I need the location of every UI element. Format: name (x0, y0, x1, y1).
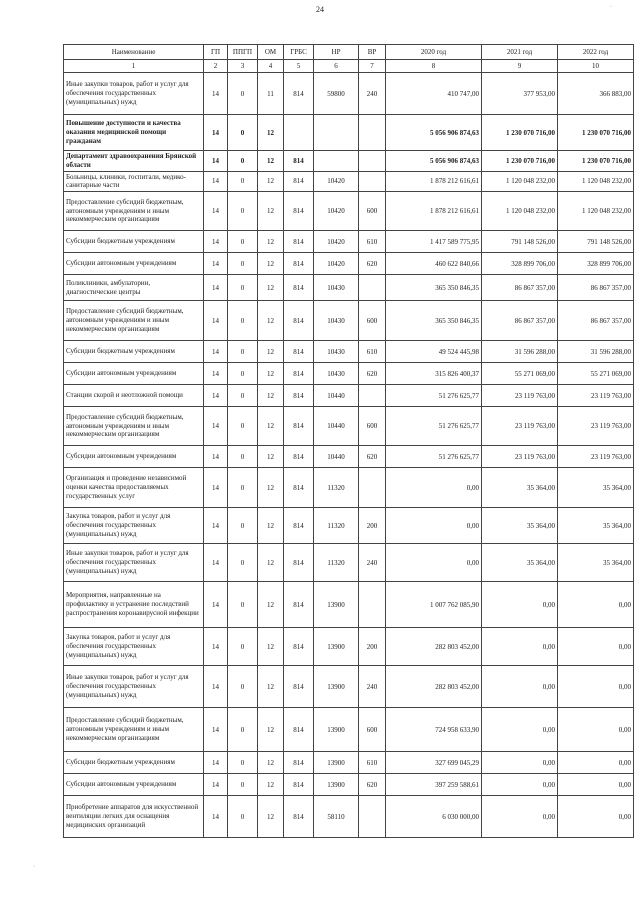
ppgp-cell: 0 (228, 115, 258, 151)
grbs-cell (284, 115, 314, 151)
om-cell: 11 (258, 73, 284, 115)
gp-cell: 14 (204, 231, 228, 253)
amount-2021-cell: 31 596 288,00 (482, 341, 558, 363)
table-row (64, 544, 634, 582)
om-cell: 12 (258, 508, 284, 544)
vr-cell: 620 (359, 774, 386, 796)
ppgp-cell: 0 (228, 446, 258, 468)
row-name-cell: Предоставление субсидий бюджетным, автономным учреждениям и иным некоммерческим организациям (64, 708, 204, 752)
gp-cell: 14 (204, 192, 228, 231)
table-row (64, 171, 634, 192)
om-cell: 12 (258, 544, 284, 582)
grbs-cell: 814 (284, 407, 314, 446)
table-row (64, 407, 634, 446)
col-index: 5 (284, 60, 314, 73)
amount-2020-cell: 49 524 445,98 (386, 341, 482, 363)
vr-cell (359, 275, 386, 301)
om-cell: 12 (258, 192, 284, 231)
amount-2021-cell: 0,00 (482, 708, 558, 752)
gp-cell: 14 (204, 508, 228, 544)
ppgp-cell: 0 (228, 341, 258, 363)
amount-2020-cell: 397 259 588,61 (386, 774, 482, 796)
nr-cell: 10430 (314, 341, 359, 363)
grbs-cell: 814 (284, 752, 314, 774)
amount-2021-cell: 1 120 048 232,00 (482, 192, 558, 231)
ppgp-cell: 0 (228, 253, 258, 275)
nr-cell: 10420 (314, 231, 359, 253)
amount-2021-cell: 0,00 (482, 628, 558, 666)
amount-2020-cell: 282 803 452,00 (386, 628, 482, 666)
row-name-cell: Организация и проведение независимой оценки качества предоставляемых государственных услуг (64, 468, 204, 508)
nr-cell: 10430 (314, 275, 359, 301)
gp-cell: 14 (204, 73, 228, 115)
vr-cell: 620 (359, 446, 386, 468)
vr-cell: 610 (359, 752, 386, 774)
table-row (64, 628, 634, 666)
table-row (64, 341, 634, 363)
amount-2021-cell: 0,00 (482, 582, 558, 628)
col-header-gp: ГП (204, 45, 228, 60)
amount-2020-cell: 6 030 000,00 (386, 796, 482, 838)
grbs-cell: 814 (284, 171, 314, 192)
row-name-cell: Закупка товаров, работ и услуг для обеспечения государственных (муниципальных) нужд (64, 628, 204, 666)
table-row (64, 796, 634, 838)
om-cell: 12 (258, 407, 284, 446)
grbs-cell: 814 (284, 708, 314, 752)
ppgp-cell: 0 (228, 231, 258, 253)
om-cell: 12 (258, 171, 284, 192)
nr-cell: 10440 (314, 385, 359, 407)
om-cell: 12 (258, 446, 284, 468)
ppgp-cell: 0 (228, 544, 258, 582)
amount-2020-cell: 0,00 (386, 508, 482, 544)
vr-cell (359, 582, 386, 628)
nr-cell: 58110 (314, 796, 359, 838)
vr-cell: 240 (359, 73, 386, 115)
grbs-cell: 814 (284, 341, 314, 363)
vr-cell: 600 (359, 192, 386, 231)
col-index: 2 (204, 60, 228, 73)
row-name-cell: Субсидии бюджетным учреждениям (64, 231, 204, 253)
grbs-cell: 814 (284, 275, 314, 301)
row-name-cell: Повышение доступности и качества оказания медицинской помощи гражданам (64, 115, 204, 151)
ppgp-cell: 0 (228, 385, 258, 407)
amount-2021-cell: 86 867 357,00 (482, 275, 558, 301)
nr-cell: 10420 (314, 171, 359, 192)
amount-2022-cell: 0,00 (558, 774, 634, 796)
nr-cell: 13900 (314, 666, 359, 708)
table-row (64, 582, 634, 628)
vr-cell (359, 171, 386, 192)
ppgp-cell: 0 (228, 468, 258, 508)
table-row (64, 446, 634, 468)
amount-2021-cell: 328 899 706,00 (482, 253, 558, 275)
nr-cell: 13900 (314, 752, 359, 774)
row-name-cell: Закупка товаров, работ и услуг для обеспечения государственных (муниципальных) нужд (64, 508, 204, 544)
amount-2022-cell: 23 119 763,00 (558, 385, 634, 407)
vr-cell: 620 (359, 253, 386, 275)
vr-cell (359, 468, 386, 508)
scan-speck: · (33, 864, 35, 870)
amount-2020-cell: 51 276 625,77 (386, 446, 482, 468)
gp-cell: 14 (204, 253, 228, 275)
amount-2020-cell: 1 878 212 616,61 (386, 171, 482, 192)
ppgp-cell: 0 (228, 363, 258, 385)
amount-2021-cell: 35 364,00 (482, 508, 558, 544)
om-cell: 12 (258, 301, 284, 341)
amount-2020-cell: 327 699 045,29 (386, 752, 482, 774)
amount-2020-cell: 1 878 212 616,61 (386, 192, 482, 231)
amount-2022-cell: 1 230 070 716,00 (558, 151, 634, 172)
col-header-nr: НР (314, 45, 359, 60)
gp-cell: 14 (204, 544, 228, 582)
amount-2020-cell: 365 350 846,35 (386, 301, 482, 341)
col-header-ppgp: ППГП (228, 45, 258, 60)
ppgp-cell: 0 (228, 73, 258, 115)
table-row (64, 774, 634, 796)
amount-2021-cell: 1 120 048 232,00 (482, 171, 558, 192)
amount-2022-cell: 0,00 (558, 708, 634, 752)
nr-cell: 13900 (314, 774, 359, 796)
table-row (64, 73, 634, 115)
om-cell: 12 (258, 796, 284, 838)
vr-cell: 240 (359, 666, 386, 708)
ppgp-cell: 0 (228, 666, 258, 708)
grbs-cell: 814 (284, 796, 314, 838)
row-name-cell: Иные закупки товаров, работ и услуг для обеспечения государственных (муниципальных) нужд (64, 544, 204, 582)
ppgp-cell: 0 (228, 708, 258, 752)
amount-2021-cell: 35 364,00 (482, 544, 558, 582)
col-index: 9 (482, 60, 558, 73)
col-index: 8 (386, 60, 482, 73)
ppgp-cell: 0 (228, 582, 258, 628)
amount-2021-cell: 377 953,00 (482, 73, 558, 115)
amount-2022-cell: 1 120 048 232,00 (558, 171, 634, 192)
nr-cell: 10440 (314, 446, 359, 468)
ppgp-cell: 0 (228, 171, 258, 192)
amount-2021-cell: 791 148 526,00 (482, 231, 558, 253)
amount-2022-cell: 1 120 048 232,00 (558, 192, 634, 231)
nr-cell: 10420 (314, 253, 359, 275)
gp-cell: 14 (204, 708, 228, 752)
vr-cell (359, 385, 386, 407)
row-name-cell: Приобретение аппаратов для искусственной вентиляции легких для оснащения медицинских организаций (64, 796, 204, 838)
amount-2020-cell: 410 747,00 (386, 73, 482, 115)
table-row (64, 253, 634, 275)
amount-2022-cell: 23 119 763,00 (558, 446, 634, 468)
om-cell: 12 (258, 385, 284, 407)
col-index: 3 (228, 60, 258, 73)
gp-cell: 14 (204, 363, 228, 385)
vr-cell: 240 (359, 544, 386, 582)
amount-2020-cell: 282 803 452,00 (386, 666, 482, 708)
amount-2022-cell: 0,00 (558, 796, 634, 838)
gp-cell: 14 (204, 628, 228, 666)
grbs-cell: 814 (284, 582, 314, 628)
vr-cell (359, 115, 386, 151)
row-name-cell: Больницы, клиники, госпитали, медико-санитарные части (64, 171, 204, 192)
vr-cell: 620 (359, 363, 386, 385)
col-header-2022: 2022 год (558, 45, 634, 60)
row-name-cell: Субсидии бюджетным учреждениям (64, 752, 204, 774)
ppgp-cell: 0 (228, 774, 258, 796)
col-index: 10 (558, 60, 634, 73)
amount-2021-cell: 0,00 (482, 666, 558, 708)
row-name-cell: Поликлиники, амбулатории, диагностические центры (64, 275, 204, 301)
nr-cell: 10440 (314, 407, 359, 446)
om-cell: 12 (258, 275, 284, 301)
table-row (64, 468, 634, 508)
om-cell: 12 (258, 253, 284, 275)
nr-cell: 10430 (314, 363, 359, 385)
amount-2021-cell: 55 271 069,00 (482, 363, 558, 385)
gp-cell: 14 (204, 385, 228, 407)
om-cell: 12 (258, 341, 284, 363)
col-header-2021: 2021 год (482, 45, 558, 60)
amount-2022-cell: 0,00 (558, 582, 634, 628)
table-row (64, 115, 634, 151)
amount-2022-cell: 1 230 070 716,00 (558, 115, 634, 151)
amount-2021-cell: 86 867 357,00 (482, 301, 558, 341)
om-cell: 12 (258, 708, 284, 752)
amount-2022-cell: 86 867 357,00 (558, 301, 634, 341)
amount-2021-cell: 0,00 (482, 752, 558, 774)
vr-cell: 200 (359, 508, 386, 544)
gp-cell: 14 (204, 171, 228, 192)
table-row (64, 508, 634, 544)
amount-2020-cell: 315 826 400,37 (386, 363, 482, 385)
amount-2020-cell: 5 056 906 874,63 (386, 151, 482, 172)
nr-cell: 59800 (314, 73, 359, 115)
col-index: 6 (314, 60, 359, 73)
ppgp-cell: 0 (228, 192, 258, 231)
amount-2020-cell: 365 350 846,35 (386, 275, 482, 301)
amount-2022-cell: 0,00 (558, 666, 634, 708)
amount-2020-cell: 5 056 906 874,63 (386, 115, 482, 151)
vr-cell: 600 (359, 407, 386, 446)
vr-cell: 600 (359, 708, 386, 752)
om-cell: 12 (258, 752, 284, 774)
amount-2022-cell: 23 119 763,00 (558, 407, 634, 446)
col-header-om: ОМ (258, 45, 284, 60)
grbs-cell: 814 (284, 301, 314, 341)
nr-cell: 11320 (314, 468, 359, 508)
table-row (64, 708, 634, 752)
gp-cell: 14 (204, 666, 228, 708)
om-cell: 12 (258, 468, 284, 508)
amount-2021-cell: 23 119 763,00 (482, 446, 558, 468)
amount-2022-cell: 0,00 (558, 752, 634, 774)
om-cell: 12 (258, 582, 284, 628)
page-number: 24 (316, 5, 324, 14)
table-row (64, 231, 634, 253)
gp-cell: 14 (204, 275, 228, 301)
gp-cell: 14 (204, 796, 228, 838)
row-name-cell: Мероприятия, направленные на профилактику и устранение последствий распространения коронавирусной инфекции (64, 582, 204, 628)
amount-2020-cell: 1 007 762 085,90 (386, 582, 482, 628)
amount-2022-cell: 0,00 (558, 628, 634, 666)
ppgp-cell: 0 (228, 796, 258, 838)
table-row (64, 752, 634, 774)
col-header-vr: ВР (359, 45, 386, 60)
amount-2022-cell: 86 867 357,00 (558, 275, 634, 301)
grbs-cell: 814 (284, 508, 314, 544)
nr-cell: 13900 (314, 582, 359, 628)
col-header-grbs: ГРБС (284, 45, 314, 60)
amount-2022-cell: 366 883,00 (558, 73, 634, 115)
nr-cell: 10430 (314, 301, 359, 341)
nr-cell: 11320 (314, 544, 359, 582)
om-cell: 12 (258, 628, 284, 666)
gp-cell: 14 (204, 151, 228, 172)
ppgp-cell: 0 (228, 628, 258, 666)
gp-cell: 14 (204, 752, 228, 774)
vr-cell (359, 796, 386, 838)
table-row (64, 363, 634, 385)
row-name-cell: Субсидии автономным учреждениям (64, 253, 204, 275)
om-cell: 12 (258, 231, 284, 253)
vr-cell: 610 (359, 231, 386, 253)
gp-cell: 14 (204, 301, 228, 341)
col-index: 7 (359, 60, 386, 73)
amount-2022-cell: 35 364,00 (558, 544, 634, 582)
amount-2022-cell: 791 148 526,00 (558, 231, 634, 253)
grbs-cell: 814 (284, 151, 314, 172)
amount-2021-cell: 23 119 763,00 (482, 407, 558, 446)
gp-cell: 14 (204, 407, 228, 446)
ppgp-cell: 0 (228, 301, 258, 341)
grbs-cell: 814 (284, 385, 314, 407)
row-name-cell: Субсидии автономным учреждениям (64, 446, 204, 468)
column-index-row (64, 60, 634, 73)
row-name-cell: Иные закупки товаров, работ и услуг для обеспечения государственных (муниципальных) нужд (64, 666, 204, 708)
row-name-cell: Субсидии бюджетным учреждениям (64, 341, 204, 363)
ppgp-cell: 0 (228, 275, 258, 301)
ppgp-cell: 0 (228, 407, 258, 446)
nr-cell (314, 151, 359, 172)
grbs-cell: 814 (284, 628, 314, 666)
amount-2020-cell: 0,00 (386, 544, 482, 582)
amount-2020-cell: 51 276 625,77 (386, 385, 482, 407)
gp-cell: 14 (204, 341, 228, 363)
table-row (64, 192, 634, 231)
amount-2022-cell: 31 596 288,00 (558, 341, 634, 363)
gp-cell: 14 (204, 774, 228, 796)
row-name-cell: Субсидии автономным учреждениям (64, 363, 204, 385)
vr-cell: 200 (359, 628, 386, 666)
amount-2020-cell: 460 622 840,66 (386, 253, 482, 275)
grbs-cell: 814 (284, 468, 314, 508)
nr-cell: 11320 (314, 508, 359, 544)
nr-cell: 13900 (314, 628, 359, 666)
table-row (64, 385, 634, 407)
table-row (64, 301, 634, 341)
grbs-cell: 814 (284, 192, 314, 231)
grbs-cell: 814 (284, 231, 314, 253)
amount-2021-cell: 1 230 070 716,00 (482, 115, 558, 151)
grbs-cell: 814 (284, 544, 314, 582)
amount-2021-cell: 0,00 (482, 796, 558, 838)
amount-2022-cell: 35 364,00 (558, 508, 634, 544)
row-name-cell: Станции скорой и неотложной помощи (64, 385, 204, 407)
nr-cell: 10420 (314, 192, 359, 231)
ppgp-cell: 0 (228, 508, 258, 544)
amount-2021-cell: 35 364,00 (482, 468, 558, 508)
amount-2021-cell: 1 230 070 716,00 (482, 151, 558, 172)
om-cell: 12 (258, 151, 284, 172)
amount-2020-cell: 724 958 633,90 (386, 708, 482, 752)
amount-2021-cell: 0,00 (482, 774, 558, 796)
vr-cell: 600 (359, 301, 386, 341)
amount-2020-cell: 51 276 625,77 (386, 407, 482, 446)
amount-2022-cell: 328 899 706,00 (558, 253, 634, 275)
col-index: 4 (258, 60, 284, 73)
grbs-cell: 814 (284, 363, 314, 385)
col-header-2020: 2020 год (386, 45, 482, 60)
grbs-cell: 814 (284, 73, 314, 115)
budget-table (63, 44, 634, 838)
amount-2022-cell: 55 271 069,00 (558, 363, 634, 385)
header-row (64, 45, 634, 60)
grbs-cell: 814 (284, 774, 314, 796)
nr-cell (314, 115, 359, 151)
gp-cell: 14 (204, 582, 228, 628)
vr-cell (359, 151, 386, 172)
gp-cell: 14 (204, 468, 228, 508)
table-row (64, 151, 634, 172)
table-body (64, 73, 634, 838)
row-name-cell: Субсидии автономным учреждениям (64, 774, 204, 796)
table-row (64, 666, 634, 708)
col-index: 1 (64, 60, 204, 73)
amount-2022-cell: 35 364,00 (558, 468, 634, 508)
gp-cell: 14 (204, 446, 228, 468)
ppgp-cell: 0 (228, 752, 258, 774)
col-header-name: Наименование (64, 45, 204, 60)
scan-speck: · (610, 4, 612, 10)
grbs-cell: 814 (284, 253, 314, 275)
om-cell: 12 (258, 363, 284, 385)
table-row (64, 275, 634, 301)
row-name-cell: Предоставление субсидий бюджетным, автономным учреждениям и иным некоммерческим организациям (64, 407, 204, 446)
grbs-cell: 814 (284, 446, 314, 468)
vr-cell: 610 (359, 341, 386, 363)
grbs-cell: 814 (284, 666, 314, 708)
om-cell: 12 (258, 774, 284, 796)
row-name-cell: Иные закупки товаров, работ и услуг для обеспечения государственных (муниципальных) нужд (64, 73, 204, 115)
ppgp-cell: 0 (228, 151, 258, 172)
row-name-cell: Департамент здравоохранения Брянской области (64, 151, 204, 172)
om-cell: 12 (258, 115, 284, 151)
nr-cell: 13900 (314, 708, 359, 752)
amount-2020-cell: 0,00 (386, 468, 482, 508)
row-name-cell: Предоставление субсидий бюджетным, автономным учреждениям и иным некоммерческим организациям (64, 192, 204, 231)
amount-2021-cell: 23 119 763,00 (482, 385, 558, 407)
gp-cell: 14 (204, 115, 228, 151)
amount-2020-cell: 1 417 589 775,95 (386, 231, 482, 253)
row-name-cell: Предоставление субсидий бюджетным, автономным учреждениям и иным некоммерческим организациям (64, 301, 204, 341)
om-cell: 12 (258, 666, 284, 708)
